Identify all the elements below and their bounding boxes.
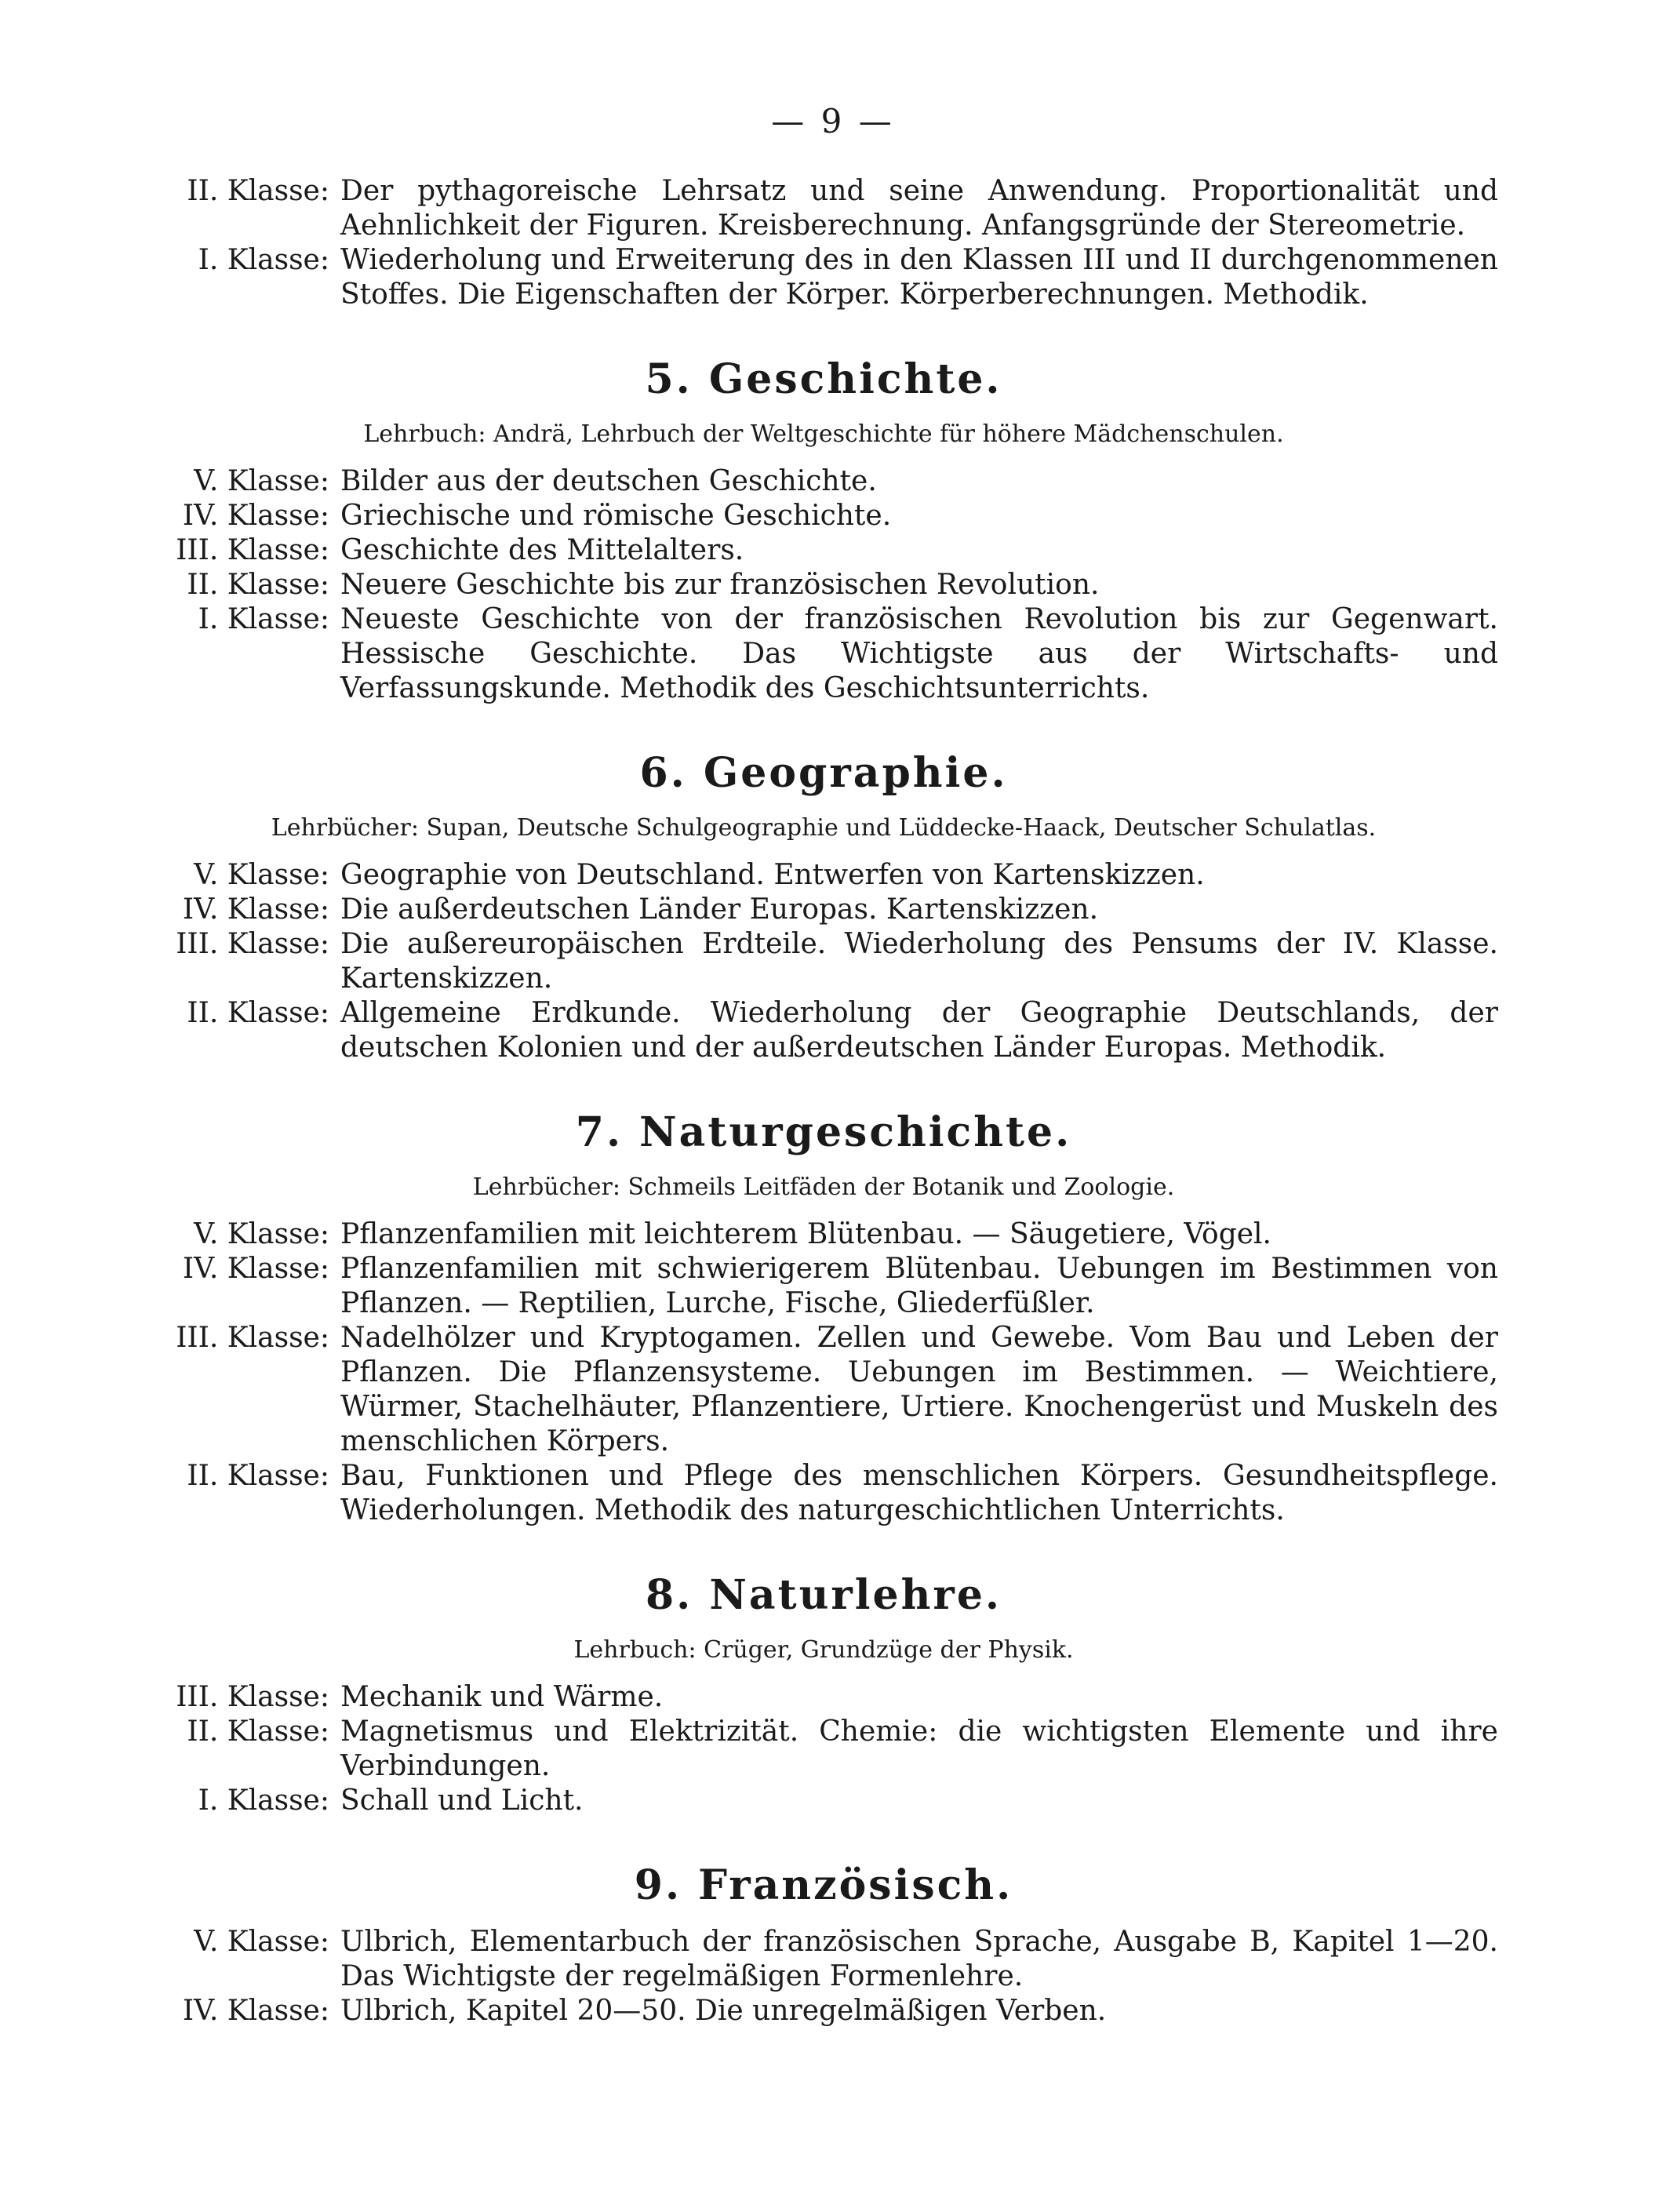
class-content: Ulbrich, Kapitel 20—50. Die unregelmäßigen Verben. <box>340 1995 1107 2027</box>
class-content: Ulbrich, Elementarbuch der französischen Sprache, Ausgabe B, Kapitel 1—20. Das Wichtigste der regelmäßigen Formenlehre. <box>340 1926 1498 1992</box>
class-label: III. Klasse: <box>176 1322 329 1354</box>
curriculum-row <box>149 568 1498 602</box>
class-content: Pflanzenfamilien mit schwierigerem Blütenbau. Uebungen im Bestimmen von Pflanzen. — Reptilien, Lurche, Fische, Gliederfüßler. <box>340 1253 1498 1319</box>
class-label: V. Klasse: <box>194 859 329 891</box>
curriculum-row <box>149 533 1498 568</box>
page-content <box>149 174 1498 2028</box>
class-content: Wiederholung und Erweiterung des in den Klassen III und II durchgenommenen Stoffes. Die Eigenschaften der Körper. Körperberechnungen. Methodik. <box>340 244 1498 311</box>
curriculum-row <box>149 464 1498 499</box>
class-content: Mechanik und Wärme. <box>340 1681 664 1713</box>
curriculum-row <box>149 1321 1498 1459</box>
curriculum-row <box>149 927 1498 996</box>
class-label: II. Klasse: <box>187 175 329 207</box>
class-label: III. Klasse: <box>176 1681 329 1713</box>
class-label: IV. Klasse: <box>182 1995 329 2027</box>
class-content: Geschichte des Mittelalters. <box>340 534 744 566</box>
curriculum-row <box>149 499 1498 533</box>
curriculum-row <box>149 602 1498 706</box>
class-label: II. Klasse: <box>187 997 329 1029</box>
class-content: Der pythagoreische Lehrsatz und seine Anwendung. Proportionalität und Aehnlichkeit der Figuren. Kreisberechnung. Anfangsgründe der Stereometrie. <box>340 175 1498 242</box>
curriculum-row <box>149 1925 1498 1994</box>
class-label: I. Klasse: <box>198 603 329 635</box>
curriculum-row <box>149 243 1498 312</box>
class-label: IV. Klasse: <box>182 500 329 532</box>
curriculum-row <box>149 1459 1498 1528</box>
curriculum-row <box>149 1680 1498 1715</box>
class-label: V. Klasse: <box>194 465 329 497</box>
class-label: III. Klasse: <box>176 928 329 960</box>
curriculum-row <box>149 1217 1498 1252</box>
class-content: Bilder aus der deutschen Geschichte. <box>340 465 877 497</box>
class-content: Die außereuropäischen Erdteile. Wiederholung des Pensums der IV. Klasse. Kartenskizzen. <box>340 928 1498 995</box>
class-label: V. Klasse: <box>194 1926 329 1958</box>
class-label: V. Klasse: <box>194 1218 329 1250</box>
class-content: Geographie von Deutschland. Entwerfen von Kartenskizzen. <box>340 859 1205 891</box>
curriculum-row <box>149 893 1498 927</box>
curriculum-row <box>149 996 1498 1065</box>
class-label: I. Klasse: <box>198 244 329 276</box>
class-content: Neueste Geschichte von der französischen Revolution bis zur Gegenwart. Hessische Geschichte. Das Wichtigste aus der Wirtschafts- und Verfassungskunde. Methodik des Geschichtsunterrichts. <box>340 603 1498 704</box>
class-label: II. Klasse: <box>187 1715 329 1748</box>
curriculum-row <box>149 174 1498 243</box>
class-content: Neuere Geschichte bis zur französischen Revolution. <box>340 569 1100 601</box>
class-label: I. Klasse: <box>198 1785 329 1817</box>
class-content: Pflanzenfamilien mit leichterem Blütenbau. — Säugetiere, Vögel. <box>340 1218 1271 1250</box>
class-content: Allgemeine Erdkunde. Wiederholung der Geographie Deutschlands, der deutschen Kolonien und der außerdeutschen Länder Europas. Methodik. <box>340 997 1498 1064</box>
curriculum-row <box>149 1715 1498 1784</box>
class-content: Nadelhölzer und Kryptogamen. Zellen und Gewebe. Vom Bau und Leben der Pflanzen. Die Pflanzensysteme. Uebungen im Bestimmen. — Weichtiere, Würmer, Stachelhäuter, Pflanzentiere, Urtiere. Knochengerüst und Muskeln des menschlichen Körpers. <box>340 1322 1498 1457</box>
textbook-line: Lehrbuch: Andrä, Lehrbuch der Weltgeschichte für höhere Mädchenschulen. <box>363 420 1284 448</box>
class-content: Schall und Licht. <box>340 1785 584 1817</box>
curriculum-row <box>149 858 1498 893</box>
class-label: IV. Klasse: <box>182 1253 329 1285</box>
class-content: Griechische und römische Geschichte. <box>340 500 892 532</box>
textbook-line: Lehrbuch: Crüger, Grundzüge der Physik. <box>573 1636 1074 1664</box>
class-label: II. Klasse: <box>187 569 329 601</box>
section-title-geschichte: 5. Geschichte. <box>645 355 1002 403</box>
section-title-franzoesisch: 9. Französisch. <box>634 1861 1013 1909</box>
class-content: Die außerdeutschen Länder Europas. Kartenskizzen. <box>340 893 1099 926</box>
page-number: — 9 — <box>771 102 895 140</box>
class-content: Magnetismus und Elektrizität. Chemie: die wichtigsten Elemente und ihre Verbindungen. <box>340 1715 1498 1782</box>
class-label: III. Klasse: <box>176 534 329 566</box>
textbook-line: Lehrbücher: Schmeils Leitfäden der Botanik und Zoologie. <box>472 1173 1175 1201</box>
section-title-geographie: 6. Geographie. <box>639 749 1008 797</box>
section-title-naturgeschichte: 7. Naturgeschichte. <box>575 1108 1072 1156</box>
class-label: IV. Klasse: <box>182 893 329 926</box>
section-title-naturlehre: 8. Naturlehre. <box>645 1571 1002 1619</box>
class-content: Bau, Funktionen und Pflege des menschlichen Körpers. Gesundheitspflege. Wiederholungen. Methodik des naturgeschichtlichen Unterrichts. <box>340 1460 1498 1526</box>
curriculum-row <box>149 1784 1498 1818</box>
curriculum-row <box>149 1252 1498 1321</box>
curriculum-row <box>149 1994 1498 2028</box>
textbook-line: Lehrbücher: Supan, Deutsche Schulgeographie und Lüddecke-Haack, Deutscher Schulatlas. <box>271 814 1377 842</box>
class-label: II. Klasse: <box>187 1460 329 1492</box>
